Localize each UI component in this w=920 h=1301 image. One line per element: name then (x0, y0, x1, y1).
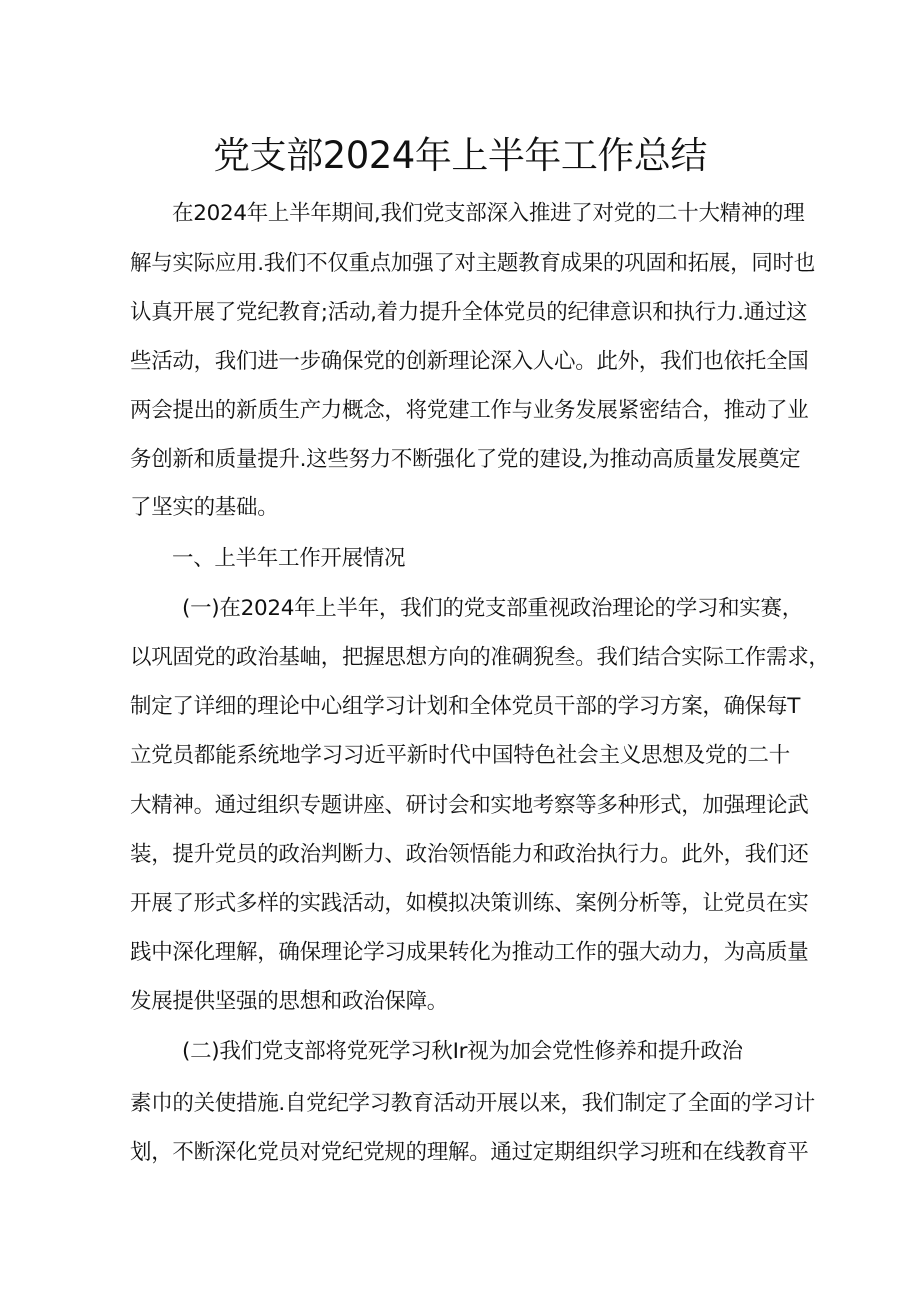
part1-line: 制定了详细的理论中心组学习计划和全体党员干部的学习方案，确保每T (130, 694, 801, 719)
part1-line: 立党员都能系统地学习习近平新时代中国特色社会主义思想及党的二十 (130, 743, 790, 768)
part1-line: (一)在2024年上半年，我们的党支部重视政治理论的学习和实赛， (182, 596, 803, 621)
part1-line: 装，提升党员的政治判断力、政治领悟能力和政治执行力。此外，我们还 (130, 842, 809, 867)
part1-line: 践中深化理解，确保理论学习成果转化为推动工作的强大动力，为高质量 (130, 940, 809, 965)
part2-line: (二)我们党支部将党死学习秋Ir视为加会党性修养和提升政治 (182, 1039, 743, 1064)
intro-line: 认真开展了党纪教育;活动,着力提升全体党员的纪律意识和执行力.通过这 (130, 300, 808, 325)
intro-line: 些活动，我们进一步确保党的创新理论深入人心。此外，我们也依托全国 (130, 349, 809, 374)
intro-line: 解与实际应用.我们不仅重点加强了对主题教育成果的巩固和拓展，同时也 (130, 251, 815, 276)
part1-line: 发展提供坚强的思想和政治保障。 (130, 989, 449, 1014)
intro-line: 了坚实的基础。 (130, 495, 279, 520)
document-title: 党支部2024年上半年工作总结 (213, 134, 707, 177)
part2-line: 素巾的关使措施.自党纪学习教育活动开展以来，我们制定了全面的学习计 (130, 1091, 815, 1116)
section-heading: 一、上半年工作开展情况 (172, 546, 406, 571)
part1-line: 以巩固党的政治基岫，把握思想方向的准碉猊叁。我们结合实际工作需求， (130, 645, 830, 670)
part2-line: 划，不断深化党员对党纪党规的理解。通过定期组织学习班和在线教育平 (130, 1140, 809, 1165)
part1-line: 大精神。通过组织专题讲座、研讨会和实地考察等多种形式，加强理论武 (130, 793, 809, 818)
intro-line: 两会提出的新质生产力概念，将党建工作与业务发展紧密结合，推动了业 (130, 398, 809, 423)
intro-line: 务创新和质量提升.这些努力不断强化了党的建设,为推动高质量发展奠定 (130, 447, 801, 472)
intro-line: 在2024年上半年期间,我们党支部深入推进了对党的二十大精神的理 (172, 201, 805, 226)
part1-line: 开展了形式多样的实践活动，如模拟决策训练、案例分析等，让党员在实 (130, 891, 809, 916)
